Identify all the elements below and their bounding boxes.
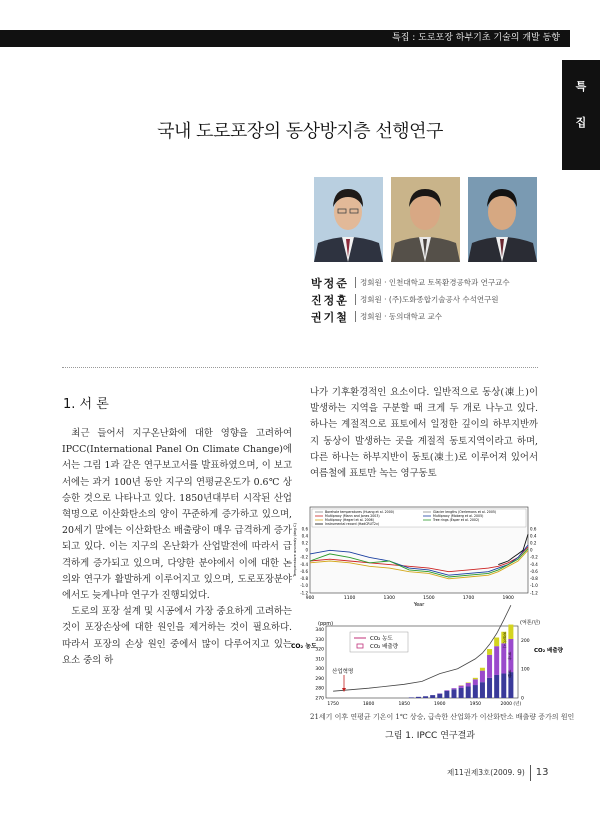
x-axis (327, 700, 521, 707)
emission-bar (423, 696, 428, 698)
emission-bar (459, 686, 464, 688)
dotted-divider (62, 367, 538, 368)
emission-bar (473, 678, 478, 679)
x-tick-label: 1100 (343, 596, 356, 601)
legend-item: CO₂ 배출량 (370, 644, 399, 650)
right-tick-label: 100 (521, 667, 530, 673)
left-axis-label: CO₂ 농도 (291, 643, 317, 650)
legend-item: Instrumental record (HadCRUT2v) (325, 522, 380, 526)
y-axis-label: Temperature anomaly (deg C) (293, 523, 297, 577)
author-affiliation: 정회원 · 동의대학교 교수 (355, 311, 442, 322)
emission-bar (494, 675, 499, 698)
y-tick-label: 0.4 (301, 533, 308, 539)
figure-label: 그림 1. IPCC 연구결과 (385, 731, 475, 741)
left-tick-label: 330 (315, 637, 324, 643)
x-tick-label: 1750 (327, 702, 339, 707)
issue-info: 제11권제3호(2009. 9) (447, 768, 525, 777)
annotation-coal: 석탄 (507, 670, 513, 678)
left-tick-label: 280 (315, 686, 324, 692)
annotation-oil: 석유 (507, 652, 513, 660)
paragraph: 나가 기후환경적인 요소이다. 일반적으로 동상(凍上)이 발생하는 지역을 구분할 때 크게 두 개로 나누고 있다. 하나는 계절적으로 표토에서 일정한 깊이의 하부지반까지 동상이 발생하는 곳을 계절적 동토지역이라고 하며, 다른 하나는 하부지반이 동토(凍土)로 이루어져 있어서 여름철에 표토만 녹는 영구동토 (310, 387, 538, 480)
emission-bar (409, 697, 414, 698)
emission-bar (480, 682, 485, 698)
y-tick-label: -0.4 (300, 561, 308, 567)
x-tick-label: 1300 (383, 596, 395, 601)
section-header-bar (0, 30, 570, 47)
footer-separator (530, 765, 531, 781)
right-tick-label: 200 (521, 638, 530, 644)
author-list (311, 274, 510, 325)
emission-bar (508, 625, 513, 639)
x-tick-label: 1850 (398, 702, 410, 707)
author-name: 권기철 (311, 310, 349, 324)
y-axis-right (530, 526, 538, 595)
x-tick-label: 1900 (502, 596, 514, 601)
y-tick-label: 0.2 (301, 540, 308, 546)
y-tick-label: -1.2 (530, 590, 538, 596)
author-row (311, 274, 510, 291)
legend-item: Multiproxy (Mann and Jones 2003) (325, 514, 380, 518)
y-tick-label: -1.0 (300, 583, 308, 589)
author-photo-2 (391, 177, 460, 262)
emission-bar (473, 685, 478, 698)
legend-item: Glacier lengths (Oerlemans et al. 2005) (433, 510, 497, 514)
author-row (311, 308, 510, 325)
left-tick-label: 290 (315, 676, 324, 682)
x-tick-label: 1950 (469, 702, 482, 707)
x-axis-label: Year (413, 602, 425, 608)
author-affiliation: 정회원 · 인천대학교 토목환경공학과 연구교수 (355, 277, 510, 288)
x-tick-label: 2000 (년) (500, 702, 522, 707)
author-photo-3 (468, 177, 537, 262)
author-photo-1 (314, 177, 383, 262)
y-tick-label: 0.6 (301, 526, 308, 532)
emission-bar (416, 697, 421, 698)
x-tick-label: 1700 (462, 596, 475, 601)
emission-bar (466, 686, 471, 698)
legend-item: Multiproxy (Moberg et al. 2005) (433, 514, 484, 518)
emission-bar (437, 694, 442, 698)
y-tick-label: -0.8 (300, 576, 308, 582)
emission-bar (444, 690, 449, 691)
y-tick-label: -0.6 (300, 568, 308, 574)
legend-item: Borehole temperatures (Huang et al. 2000) (325, 510, 394, 514)
annotation-natural-gas: 천연가스 (502, 632, 508, 648)
legend-item: CO₂ 농도 (370, 636, 393, 642)
right-axis-unit: (억톤/년) (520, 620, 541, 626)
y-axis (300, 526, 308, 595)
y-tick-label: -0.2 (300, 554, 308, 560)
figure-caption: 21세기 이후 연평균 기온이 1℃ 상승, 급속한 산업화가 이산화탄소 배출량 증가의 원인 (310, 713, 575, 721)
x-tick-label: 1500 (423, 596, 435, 601)
y-tick-label: 0.6 (530, 526, 537, 532)
feature-side-tab (562, 60, 600, 170)
right-tick-label: 0 (521, 696, 524, 702)
emission-bar (466, 682, 471, 683)
x-tick-label: 1800 (362, 702, 375, 707)
emission-bar (487, 655, 492, 678)
page-number: 13 (535, 767, 549, 778)
emission-bar (466, 683, 471, 686)
emission-bar (480, 668, 485, 671)
x-tick-label: 1900 (434, 702, 446, 707)
legend-item: Multiproxy (Hegerl et al. 2006) (325, 518, 374, 522)
y-tick-label: -0.8 (530, 576, 538, 582)
y-tick-label: -0.4 (530, 561, 538, 567)
y-tick-label: -1.2 (300, 590, 308, 596)
left-tick-label: 300 (315, 667, 324, 673)
author-affiliation: 정회원 · (주)도화종합기술공사 수석연구원 (355, 294, 499, 305)
page-footer (447, 765, 549, 781)
left-tick-label: 270 (315, 696, 324, 702)
x-tick-label: 900 (305, 596, 315, 601)
emission-bar (480, 671, 485, 683)
body-column-left (62, 426, 292, 669)
emission-bar (444, 691, 449, 698)
emission-bar (430, 695, 435, 698)
emission-bar (473, 679, 478, 685)
emission-bar (459, 688, 464, 698)
y-tick-label: -1.0 (530, 583, 538, 589)
y-tick-label: 0 (305, 547, 308, 553)
emission-bar (452, 689, 457, 698)
section-heading: 1. 서 론 (63, 397, 109, 412)
y-tick-label: 0.2 (530, 540, 537, 546)
right-axis (521, 638, 530, 702)
y-tick-label: 0 (530, 547, 533, 553)
paragraph: 도로의 포장 설계 및 시공에서 가장 중요하게 고려하는 것이 포장손상에 대한 원인을 제거하는 것이 필요하다. 따라서 포장의 손상 원인 중에서 많이 다루어지고 있는 요소 중의 하 (62, 606, 292, 666)
emission-bar (494, 638, 499, 647)
left-axis (315, 627, 324, 701)
emission-bar (487, 678, 492, 698)
annotation-industrial-revolution: 산업혁명 (332, 669, 354, 675)
left-tick-label: 310 (315, 657, 324, 663)
section-header-text: 특집 : 도로포장 하부기초 기술의 개발 동향 (392, 33, 560, 43)
y-tick-label: -0.2 (530, 554, 538, 560)
article-title: 국내 도로포장의 동상방지층 선행연구 (157, 121, 443, 142)
legend-item: Tree rings (Esper et al. 2002) (433, 518, 480, 522)
author-row (311, 291, 510, 308)
emission-bar (452, 688, 457, 689)
left-tick-label: 320 (315, 647, 324, 653)
co2-chart (288, 618, 563, 710)
emission-bar (487, 649, 492, 655)
side-tab-char-2: 집 (575, 116, 587, 129)
y-tick-label: 0.4 (530, 533, 537, 539)
temperature-chart (290, 503, 550, 608)
left-tick-label: 340 (315, 628, 324, 634)
paragraph: 최근 들어서 지구온난화에 대한 영향을 고려하여 IPCC(International Panel On Climate Change)에서는 그림 1과 같은 연구보고서를 발표하였으며, 이 보고서에는 과거 100년 동안 지구의 연평균온도가 0.6℃ 상승한 것으로 나타나고 있다. 1850년대부터 시작된 산업혁명으로 이산화탄소의 양이 꾸준하게 증가하고 있으며, 20세기 말에는 이산화탄소 배출량이 매우 급격하게 증가되고 있다. 이는 지구의 온난화가 산업발전에 따라서 급격하게 증가되고 있으며, 다양한 분야에서 이에 대한 논의와 연구가 활발하게 이루어지고 있으며, 도로포장분야에서도 늦게나마 연구가 진행되었다. (62, 428, 292, 602)
right-axis-label: CO₂ 배출량 (534, 648, 563, 654)
body-column-right (310, 385, 538, 482)
emission-bar (494, 646, 499, 675)
y-tick-label: -0.6 (530, 568, 538, 574)
author-name: 박정준 (311, 276, 349, 290)
left-axis-unit: (ppm) (318, 621, 334, 627)
side-tab-char-1: 특 (575, 80, 587, 93)
x-axis (306, 595, 514, 601)
author-name: 진정훈 (311, 293, 349, 307)
emission-bar (501, 674, 506, 698)
